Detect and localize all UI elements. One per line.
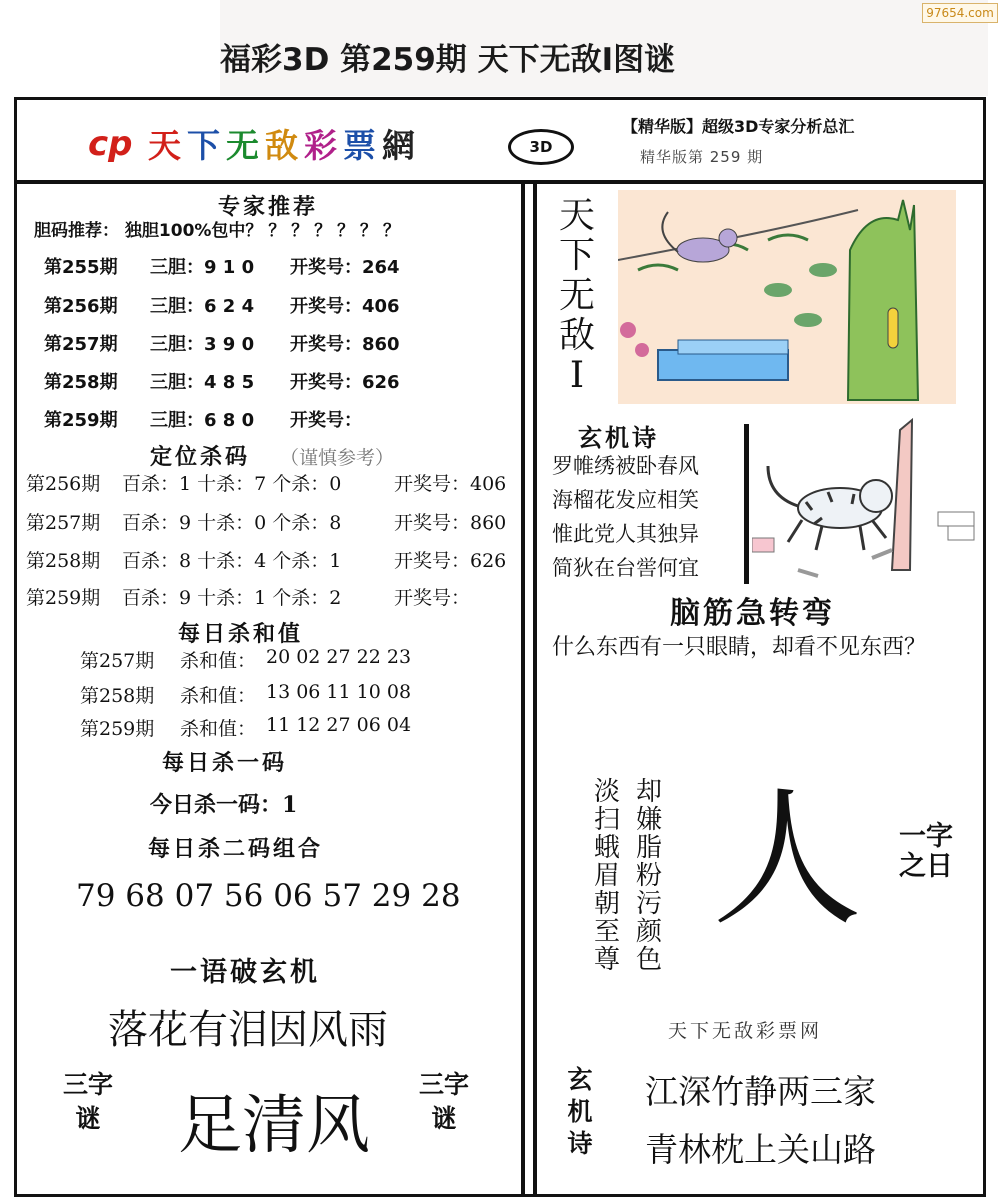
logo-text-part: 无	[226, 126, 265, 165]
sum-label: 杀和值：	[180, 718, 257, 740]
kill-values: 百杀：1 十杀：7 个杀：0	[122, 473, 342, 495]
sum-period: 第259期	[80, 718, 155, 740]
kill-values: 百杀：9 十杀：0 个杀：8	[122, 512, 342, 534]
logo-mark: cp	[88, 124, 133, 164]
dan-period: 第256期	[44, 296, 118, 317]
brain-teaser-title: 脑筋急转弯	[670, 596, 835, 631]
poem-line: 罗帷绣被卧春风	[552, 454, 699, 478]
logo-text-part: 敌	[265, 126, 304, 165]
monkey-illustration	[618, 190, 956, 404]
sum-period: 第257期	[80, 650, 155, 672]
poem-title: 玄机诗	[578, 424, 659, 452]
two-code-values: 79 68 07 56 06 57 29 28	[76, 878, 461, 914]
column-divider-left	[521, 182, 525, 1197]
riddle-text: 落花有泪因风雨	[108, 1007, 388, 1053]
kill-period: 第258期	[26, 550, 101, 572]
site-watermark[interactable]: 97654.com	[922, 3, 998, 23]
dan-open: 开奖号：264	[290, 257, 400, 278]
bottom-poem-line: 江深竹静两三家	[645, 1072, 876, 1111]
column-divider-right	[533, 182, 537, 1197]
bottom-poem-line: 青林枕上关山路	[645, 1130, 876, 1169]
sum-values: 20 02 27 22 23	[266, 646, 412, 668]
sum-values: 13 06 11 10 08	[266, 681, 412, 703]
logo-text-part: 票	[343, 126, 382, 165]
edition-label: 【精华版】超级3D专家分析总汇	[622, 117, 855, 136]
kill-open: 开奖号：	[394, 587, 471, 609]
kill-period: 第256期	[26, 473, 101, 495]
banner-divider	[14, 180, 986, 184]
vertical-poem-col2: 却嫌脂粉污颜色	[635, 777, 662, 975]
poem-line: 简狄在台喾何宜	[552, 556, 699, 580]
expert-title: 专家推荐	[218, 195, 319, 220]
kill-values: 百杀：8 十杀：4 个杀：1	[122, 550, 342, 572]
position-kill-note: （谨慎参考）	[280, 447, 395, 469]
sum-kill-title: 每日杀和值	[178, 622, 304, 647]
logo-text-part: 網	[382, 126, 421, 165]
dan-period: 第257期	[44, 334, 118, 355]
sum-label: 杀和值：	[180, 685, 257, 707]
page-title: 福彩3D 第259期 天下无敌Ⅰ图谜	[220, 42, 676, 78]
kill-period: 第259期	[26, 587, 101, 609]
kill-open: 开奖号：406	[394, 473, 507, 495]
logo-text-part: 天	[148, 126, 187, 165]
one-code-text: 今日杀一码：1	[150, 792, 298, 818]
dan-value: 三胆：6 8 0	[150, 410, 255, 431]
kill-period: 第257期	[26, 512, 101, 534]
one-char-label: 一字之日	[899, 821, 953, 882]
kill-open: 开奖号：626	[394, 550, 507, 572]
dan-line: 胆码推荐： 独胆100%包中？ ？ ？ ？ ？ ？ ？	[34, 221, 400, 241]
dan-value: 三胆：3 9 0	[150, 334, 255, 355]
one-code-title: 每日杀一码	[162, 751, 288, 776]
dan-open: 开奖号：406	[290, 296, 400, 317]
kill-values: 百杀：9 十杀：1 个杀：2	[122, 587, 342, 609]
kill-open: 开奖号：860	[394, 512, 507, 534]
cat-illustration	[752, 410, 978, 580]
dan-period: 第259期	[44, 410, 118, 431]
dan-value: 三胆：4 8 5	[150, 372, 255, 393]
poem-line: 惟此党人其独异	[552, 522, 699, 546]
logo-text-part: 彩	[304, 126, 343, 165]
vertical-poem-col1: 淡扫蛾眉朝至尊	[593, 777, 620, 975]
riddle-title: 一语破玄机	[170, 957, 320, 988]
logo-text-part: 下	[187, 126, 226, 165]
brain-teaser-question: 什么东西有一只眼睛，却看不见东西？	[552, 635, 927, 660]
dan-value: 三胆：9 1 0	[150, 257, 255, 278]
two-code-title: 每日杀二码组合	[148, 837, 324, 862]
bottom-poem-label: 玄机诗	[567, 1065, 593, 1158]
three-word-label-left: 三字谜	[62, 1070, 113, 1133]
monkey-scene-svg	[618, 190, 956, 404]
three-word-label-right: 三字谜	[418, 1070, 469, 1133]
poem-line: 海榴花发应相笑	[552, 488, 699, 512]
poem-divider	[744, 424, 749, 584]
dan-value: 三胆：6 2 4	[150, 296, 255, 317]
position-kill-title: 定位杀码	[150, 445, 251, 470]
dan-open: 开奖号：626	[290, 372, 400, 393]
three-word-text: 足清风	[178, 1089, 370, 1163]
dan-period: 第255期	[44, 257, 118, 278]
sum-period: 第258期	[80, 685, 155, 707]
site-name: 天下无敌彩票网	[668, 1020, 823, 1042]
big-character: 人	[712, 773, 863, 947]
sum-label: 杀和值：	[180, 650, 257, 672]
logo-text	[148, 120, 421, 167]
vertical-title: 天下无敌Ⅰ	[558, 195, 595, 396]
issue-line: 精华版第 259 期	[640, 148, 764, 166]
3d-badge: 3D	[508, 129, 574, 165]
dan-period: 第258期	[44, 372, 118, 393]
sum-values: 11 12 27 06 04	[266, 714, 412, 736]
dan-open: 开奖号：	[290, 410, 362, 431]
cat-scene-svg	[752, 410, 978, 580]
dan-open: 开奖号：860	[290, 334, 400, 355]
